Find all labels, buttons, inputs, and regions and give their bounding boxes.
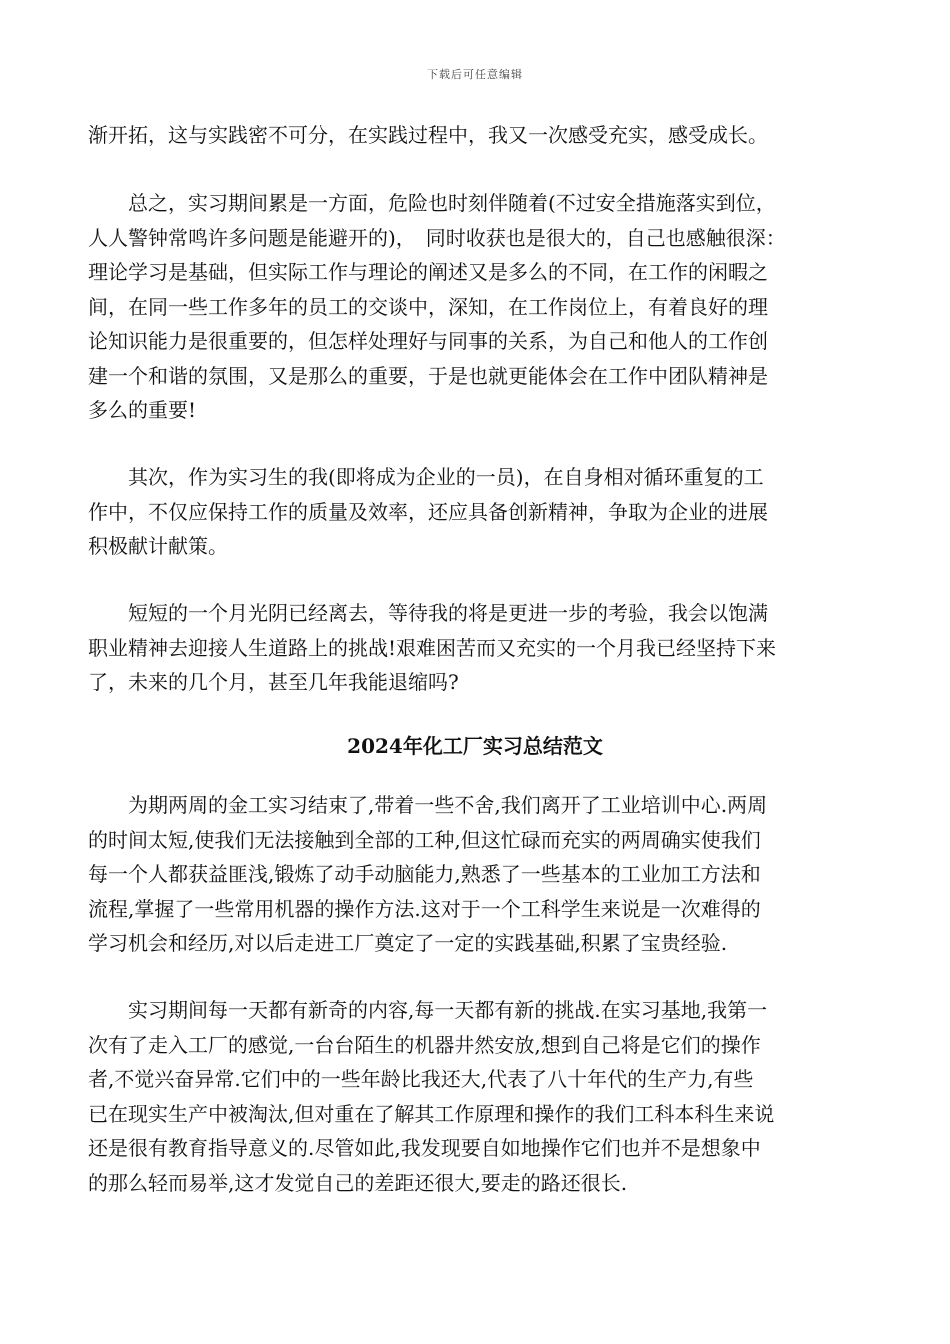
text-line: 其次，作为实习生的我(即将成为企业的一员)，在自身相对循环重复的工 (88, 465, 764, 489)
text-line: 渐开拓，这与实践密不可分，在实践过程中，我又一次感受充实，感受成长。 (88, 123, 768, 147)
section-title: 2024年化工厂实习总结范文 (347, 734, 603, 758)
text-line: 积极献计献策。 (88, 534, 228, 558)
paragraph-2 (88, 186, 864, 428)
paragraph-6 (88, 993, 864, 1200)
paragraph-4 (88, 596, 864, 700)
text-line: 论知识能力是很重要的，但怎样处理好与同事的关系，为自己和他人的工作创 (88, 329, 768, 353)
text-line: 学习机会和经历,对以后走进工厂奠定了一定的实践基础,积累了宝贵经验. (88, 931, 728, 955)
text-line: 多么的重要! (88, 398, 197, 422)
paragraph-3 (88, 460, 864, 564)
text-line: 实习期间每一天都有新奇的内容,每一天都有新的挑战.在实习基地,我第一 (88, 998, 768, 1022)
text-line: 职业精神去迎接人生道路上的挑战!艰难困苦而又充实的一个月我已经坚持下来 (88, 635, 777, 660)
text-line: 已在现实生产中被淘汰,但对重在了解其工作原理和操作的我们工科本科生来说 (88, 1101, 775, 1126)
text-line: 建一个和谐的氛围，又是那么的重要，于是也就更能体会在工作中团队精神是 (88, 363, 768, 388)
text-line: 短短的一个月光阴已经离去，等待我的将是更进一步的考验，我会以饱满 (88, 601, 768, 625)
text-line: 者,不觉兴奋异常.它们中的一些年龄比我还大,代表了八十年代的生产力,有些 (88, 1067, 754, 1091)
text-line: 每一个人都获益匪浅,锻炼了动手动脑能力,熟悉了一些基本的工业加工方法和 (88, 862, 761, 886)
text-line: 流程,掌握了一些常用机器的操作方法.这对于一个工科学生来说是一次难得的 (88, 896, 761, 921)
text-line: 总之，实习期间累是一方面，危险也时刻伴随着(不过安全措施落实到位， (88, 191, 776, 215)
text-line: 还是很有教育指导意义的.尽管如此,我发现要自如地操作它们也并不是想象中 (88, 1136, 761, 1160)
text-line: 为期两周的金工实习结束了,带着一些不舍,我们离开了工业培训中心.两周 (88, 793, 768, 817)
text-line: 的时间太短,使我们无法接触到全部的工种,但这忙碌而充实的两周确实使我们 (88, 827, 761, 852)
text-line: 的那么轻而易举,这才发觉自己的差距还很大,要走的路还很长. (88, 1170, 628, 1195)
text-line: 间，在同一些工作多年的员工的交谈中，深知，在工作岗位上，有着良好的理 (88, 294, 768, 319)
paragraph-5 (88, 788, 864, 961)
text-line: 了，未来的几个月，甚至几年我能退缩吗? (88, 670, 459, 694)
page-header: 下载后可任意编辑 (427, 68, 523, 81)
text-line: 作中，不仅应保持工作的质量及效率，还应具备创新精神，争取为企业的进展 (88, 499, 768, 524)
text-line: 人人警钟常鸣许多问题是能避开的)， 同时收获也是很大的，自己也感触很深： (88, 225, 786, 250)
text-line: 理论学习是基础，但实际工作与理论的阐述又是多么的不同，在工作的闲暇之 (88, 260, 768, 284)
text-line: 次有了走入工厂的感觉,一台台陌生的机器井然安放,想到自己将是它们的操作 (88, 1032, 761, 1057)
paragraph-1 (88, 118, 864, 153)
